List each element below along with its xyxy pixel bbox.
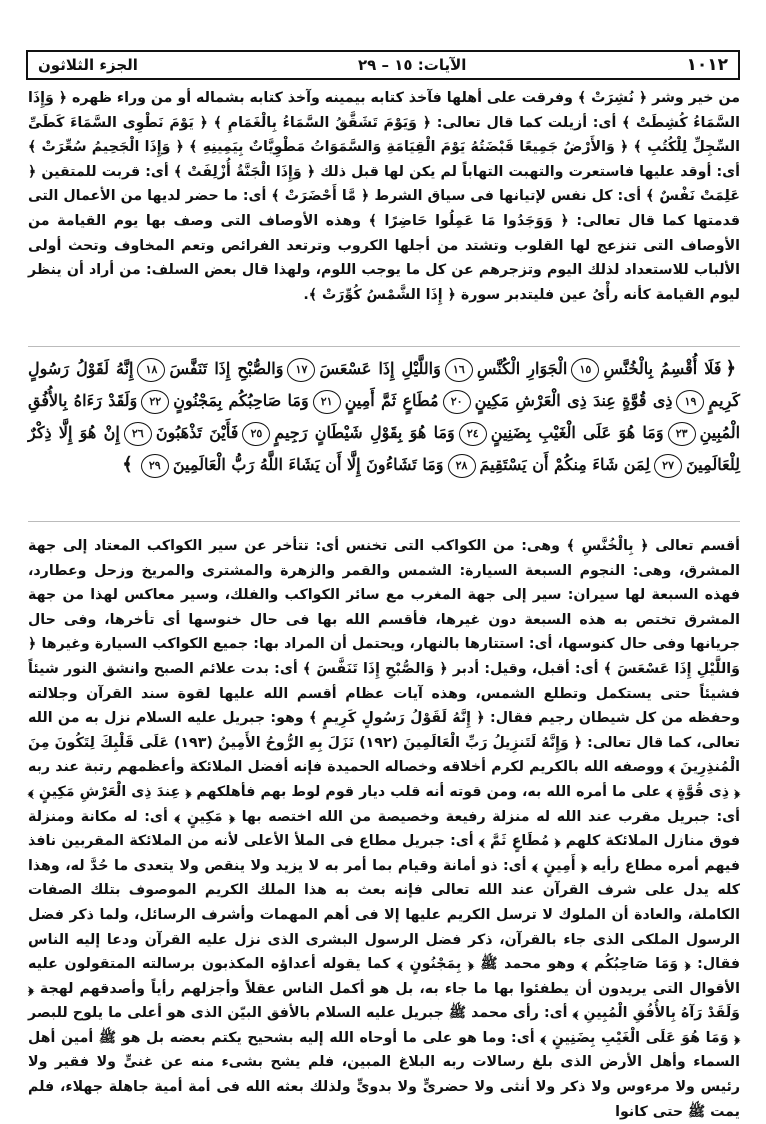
verse-number-marker: ٢٨ (448, 454, 476, 478)
verse-number-marker: ١٨ (137, 358, 165, 382)
verse-number-marker: ٢٤ (459, 422, 487, 446)
verse-text: وَلَقَدْ رَءَاهُ بِالأُفُقِ الْمُبِينِ (28, 391, 741, 442)
verse-text: وَمَا هُوَ عَلَى الْغَيْبِ بِضَنِينٍ (490, 423, 664, 442)
verse-text: إِنَّهُ لَقَوْلُ رَسُولٍ كَرِيمٍ (28, 359, 741, 410)
verse-number-marker: ٢٣ (668, 422, 696, 446)
verse-text: الْجَوَارِ الْكُنَّسِ (476, 359, 568, 378)
verse-text: فَأَيْنَ تَذْهَبُونَ (155, 423, 239, 442)
verse-number-marker: ١٧ (287, 358, 315, 382)
verse-number-marker: ١٥ (571, 358, 599, 382)
verse-number-marker: ٢١ (313, 390, 341, 414)
verse-number-marker: ١٩ (676, 390, 704, 414)
page-header (26, 50, 740, 80)
verse-text: ذِى قُوَّةٍ عِندَ ذِى الْعَرْشِ مَكِينٍ (474, 391, 673, 410)
verse-text: وَمَا تَشَاءُونَ إِلَّا أَن يَشَاءَ اللَّهُ رَبُّ الْعَالَمِينَ (172, 455, 444, 474)
verse-number-marker: ٢٩ (141, 454, 169, 478)
verse-text: وَمَا صَاحِبُكُم بِمَجْنُونٍ (173, 391, 309, 410)
verse-text: وَمَا هُوَ بِقَوْلِ شَيْطَانٍ رَجِيمٍ (274, 423, 455, 442)
juz-title: الجزء الثلاثون (38, 56, 138, 74)
verse-text: وَالصُّبْحِ إِذَا تَنَفَّسَ (169, 359, 284, 378)
verse-number-marker: ٢٥ (242, 422, 270, 446)
page-number: ١٠١٢ (686, 55, 728, 75)
verse-number-marker: ١٦ (445, 358, 473, 382)
verse-text: فَلَا أُقْسِمُ بِالْخُنَّسِ (603, 359, 722, 378)
verse-open-bracket: ﴿ (725, 358, 736, 379)
commentary-paragraph-1: من خير وشر ﴿ نُشِرَتْ ﴾ وفرقت على أهلها فآخذ كتابه بيمينه وآخذ كتابه بشماله أو من وراء ظهره ﴿ وَإِذَا السَّمَاءُ كُشِطَتْ ﴾ أى: أزيلت كما قال تعالى: ﴿ وَيَوْمَ تَشَقَّقُ السَّمَاءُ بِالْغَمَامِ ﴾ ﴿ يَوْمَ نَطْوِى السَّمَاءَ كَطَىِّ السِّجِلِّ لِلْكُتُبِ ﴾ ﴿ وَالأَرْضُ جَمِيعًا قَبْضَتُهُ يَوْمَ الْقِيَامَةِ وَالسَّمَوَاتُ مَطْوِيَّاتٌ بِيَمِينِهِ ﴾ ﴿ وَإِذَا الْجَحِيمُ سُعِّرَتْ ﴾ أى: أوقد عليها فاستعرت والتهبت التهاباً لم يكن لها قبل ذلك ﴿ وَإِذَا الْجَنَّةُ أُزْلِفَتْ ﴾ أى: قربت للمتقين ﴿ عَلِمَتْ نَفْسٌ ﴾ أى: كل نفس لإتيانها فى سياق الشرط ﴿ مَّا أَحْضَرَتْ ﴾ أى: ما حضر لديها من الأعمال التى قدمتها كما قال تعالى: ﴿ وَوَجَدُوا مَا عَمِلُوا حَاضِرًا ﴾ وهذه الأوصاف التى وصف بها يوم القيامة من الأوصاف التى تنزعج لها القلوب وتشتد من أجلها الكروب وترتعد الفرائص وتعم المخاوف وتحث أولى الألباب للاستعداد لذلك اليوم وتزجرهم عن كل ما يوجب اللوم، ولهذا قال بعض السلف: من أراد أن ينظر ليوم القيامة كأنه رأْىُ عين فليتدبر سورة ﴿ إِذَا الشَّمْسُ كُوِّرَتْ ﴾. (27, 90, 740, 303)
verse-number-marker: ٢٠ (443, 390, 471, 414)
verse-number-marker: ٢٧ (654, 454, 682, 478)
ayat-range: الآيات: ١٥ – ٢٩ (357, 56, 467, 74)
verse-text: إِنْ هُوَ إِلَّا ذِكْرٌ لِلْعَالَمِينَ (28, 423, 740, 474)
verse-text: مُطَاعٍ ثَمَّ أَمِينٍ (344, 391, 439, 410)
verse-number-marker: ٢٦ (124, 422, 152, 446)
quran-verses-block (28, 346, 740, 522)
verse-text: لِمَن شَاءَ مِنكُمْ أَن يَسْتَقِيمَ (479, 455, 651, 474)
verse-number-marker: ٢٢ (141, 390, 169, 414)
page (26, 50, 741, 1120)
verse-close-bracket: ﴾ (122, 454, 133, 475)
commentary-paragraph-2: أقسم تعالى ﴿ بِالْخُنَّسِ ﴾ وهى: من الكواكب التى تخنس أى: تتأخر عن سير الكواكب المعتاد إلى جهة المشرق، وهى: النجوم السبعة السيارة: الشمس والقمر والزهرة والمشترى والمريخ وزحل وعطارد، فهذه السبعة لها سيران: سير إلى جهة المغرب مع سائر الكواكب والفلك، وسير معاكس لهذا من جهة المشرق تختص به هذه السبعة دون غيرها، فأقسم الله بها فى حال خنوسها أى تأخرها، وفى حال جريانها وفى حال كنوسها، أى: استتارها بالنهار، ويحتمل أن المراد بها: جميع الكواكب السيارة وغيرها ﴿ وَاللَّيْلِ إِذَا عَسْعَسَ ﴾ أى: أقبل، وقيل: أدبر ﴿ وَالصُّبْحِ إِذَا تَنَفَّسَ ﴾ أى: بدت علائم الصبح وانشق النور شيئاً فشيئاً حتى يستكمل وتطلع الشمس، وهذه آيات عظام أقسم الله عليها لقوة سند القرآن وجلالته وحفظه من كل شيطان رجيم فقال: ﴿ إِنَّهُ لَقَوْلُ رَسُولٍ كَرِيمٍ ﴾ وهو: جبريل عليه السلام نزل به من الله تعالى، كما قال تعالى: ﴿ وَإِنَّهُ لَتَنزِيلُ رَبِّ الْعَالَمِينَ (١٩٢) نَزَلَ بِهِ الرُّوحُ الأَمِينُ (١٩٣) عَلَى قَلْبِكَ لِتَكُونَ مِنَ الْمُنذِرِينَ ﴾ ووصفه الله بالكريم لكرم أخلاقه وخصاله الحميدة فإنه أفضل الملائكة وأعظمهم رتبة عند ربه ﴿ ذِى قُوَّةٍ ﴾ على ما أمره الله به، ومن قوته أنه قلب ديار قوم لوط بهم فأهلكهم ﴿ عِندَ ذِى الْعَرْشِ مَكِينٍ ﴾ أى: جبريل مقرب عند الله له منزلة رفيعة وخصيصة من الله اختصه بها ﴿ مَكِينٍ ﴾ أى: له مكانة ومنزلة فوق منازل الملائكة كلهم ﴿ مُطَاعٍ ثَمَّ ﴾ أى: جبريل مطاع فى الملأ الأعلى لأنه من الملائكة المقربين نافذ فيهم أمره مطاع رأيه ﴿ أَمِينٍ ﴾ أى: ذو أمانة وقيام بما أمر به لا يزيد ولا ينقص ولا يتعدى ما حُدَّ له، وهذا كله يدل على شرف القرآن عند الله تعالى فإنه بعث به هذا الملك الكريم الموصوف بتلك الصفات الكاملة، والعادة أن الملوك لا ترسل الكريم عليها إلا فى أهم المهمات وأشرف الرسائل، ولما ذكر فضل الرسول الملكى الذى جاء بالقرآن، ذكر فضل الرسول البشرى الذى نزل عليه القرآن ودعا إليه الناس فقال: ﴿ وَمَا صَاحِبُكُم ﴾ وهو محمد ﷺ ﴿ بِمَجْنُونٍ ﴾ كما يقوله أعداؤه المكذبون برسالته المتقولون عليه الأقوال التى يريدون أن يطفئوا بها ما جاء به، بل هو أكمل الناس عقلاً وأجزلهم رأياً وأصدقهم لهجة ﴿ وَلَقَدْ رَآهُ بِالأُفُقِ الْمُبِينِ ﴾ أى: رأى محمد ﷺ جبريل عليه السلام بالأفق البيّن الذى هو أعلى ما يلوح للبصر ﴿ وَمَا هُوَ عَلَى الْغَيْبِ بِضَنِينٍ ﴾ أى: وما هو على ما أوحاه الله إليه بشحيح يكتم بعضه بل هو ﷺ أمين أهل السماء وأهل الأرض الذى بلغ رسالات ربه البلاغ المبين، فلم يشح بشىء منه عن غنىٍّ ولا فقير ولا رئيس ولا مرءوس ولا ذكر ولا أنثى ولا حضرىٍّ ولا بدوىٍّ ولذلك بعثه الله فى أمة أمية جاهلة جهلاء، فلم يمت ﷺ حتى كانوا (28, 538, 740, 1120)
verse-text: وَاللَّيْلِ إِذَا عَسْعَسَ (319, 359, 441, 378)
